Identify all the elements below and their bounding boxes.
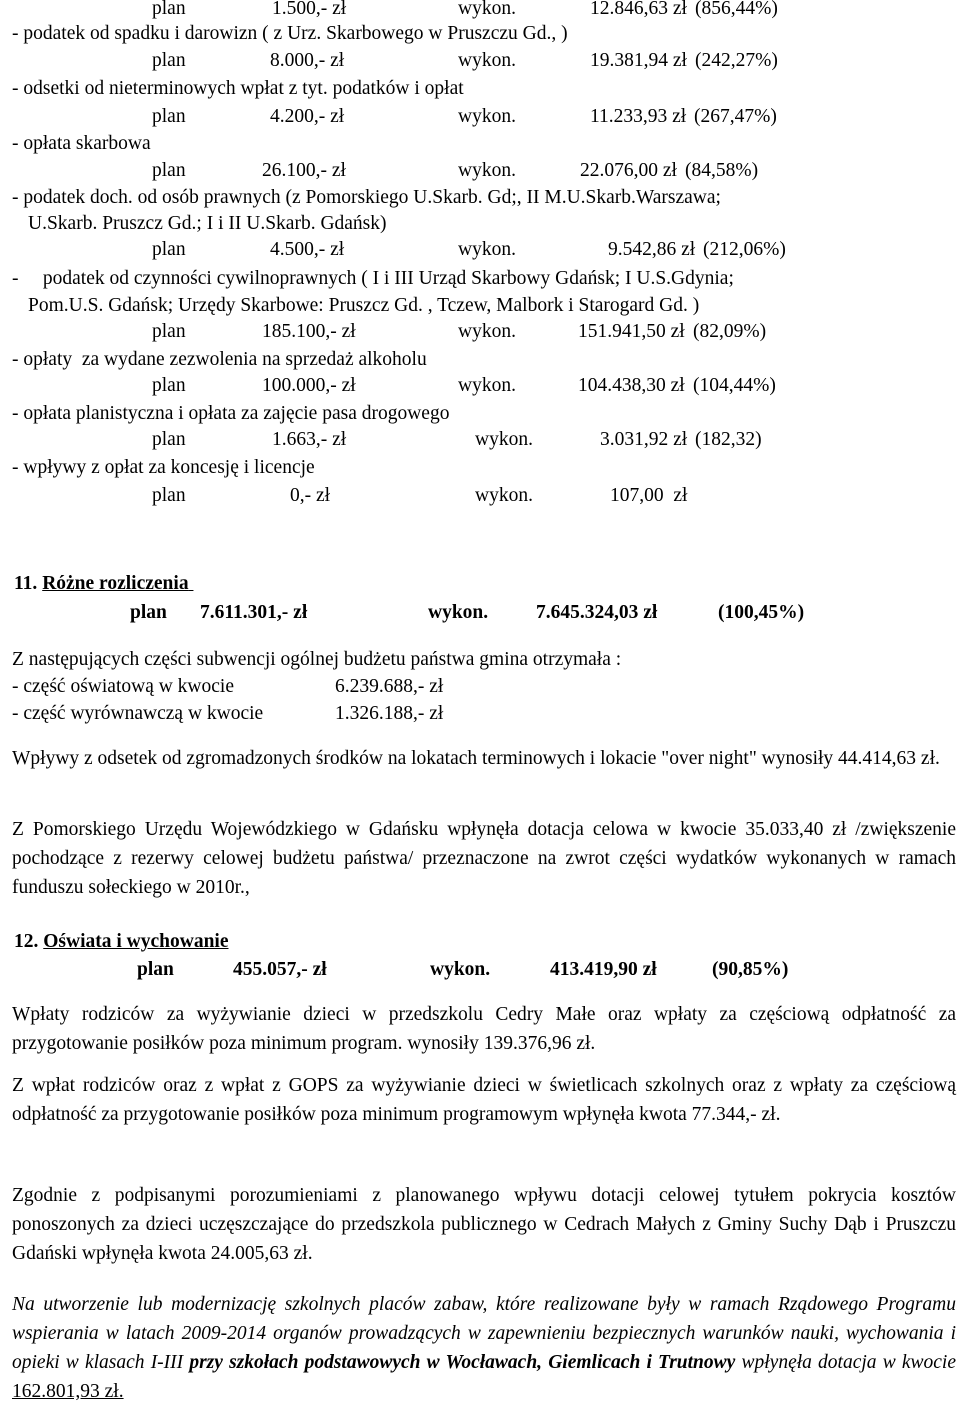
percentage: (84,58%) bbox=[685, 160, 759, 181]
item-description: - opłaty za wydane zezwolenia na sprzedaż alkoholu bbox=[12, 349, 427, 370]
exec-value: 413.419,90 zł bbox=[550, 959, 657, 980]
exec-value: 19.381,94 zł bbox=[590, 50, 687, 71]
plan-label: plan bbox=[152, 50, 186, 71]
exec-value: 3.031,92 zł bbox=[600, 429, 688, 450]
exec-label: wykon. bbox=[458, 50, 516, 71]
exec-label: wykon. bbox=[458, 321, 516, 342]
plan-value: 1.663,- zł bbox=[272, 429, 347, 450]
section-number: 12. bbox=[14, 931, 39, 952]
playgrounds-text-2: wpłynęła dotacja w kwocie bbox=[735, 1352, 956, 1373]
percentage: (267,47%) bbox=[694, 106, 777, 127]
percentage: (90,85%) bbox=[712, 959, 789, 980]
subsidy-intro: Z następujących części subwencji ogólnej budżetu państwa gmina otrzymała : bbox=[12, 649, 622, 670]
plan-value: 26.100,- zł bbox=[262, 160, 346, 181]
subsidy-value: 6.239.688,- zł bbox=[335, 676, 444, 697]
subsidy-label: - część oświatową w kwocie bbox=[12, 676, 234, 697]
gops-paragraph: Z wpłat rodziców oraz z wpłat z GOPS za wyżywianie dzieci w świetlicach szkolnych oraz z wpłaty za częściową odpłatność za przygotowanie posiłków poza minimum programowym wpłynęła kwota 77.344,- zł. bbox=[12, 1075, 956, 1125]
subsidy-value: 1.326.188,- zł bbox=[335, 703, 444, 724]
plan-label: plan bbox=[137, 959, 174, 980]
plan-label: plan bbox=[130, 602, 167, 623]
percentage: (82,09%) bbox=[693, 321, 767, 342]
percentage: (100,45%) bbox=[718, 602, 805, 623]
plan-label: plan bbox=[152, 0, 186, 19]
plan-label: plan bbox=[152, 429, 186, 450]
plan-label: plan bbox=[152, 485, 186, 506]
item-description: - podatek od spadku i darowizn ( z Urz. Skarbowego w Pruszczu Gd., ) bbox=[12, 23, 568, 44]
section-12-heading bbox=[14, 930, 229, 954]
exec-label: wykon. bbox=[458, 160, 516, 181]
plan-label: plan bbox=[152, 375, 186, 396]
playgrounds-text: Na utworzenie lub modernizację szkolnych placów zabaw, które realizowane były w ramach Rządowego Programu wspierania w latach 2009-2014 organów prowadzących w zapewnieniu bezpiecznych warunków nauki, wychowania i opieki w klasach I-III bbox=[12, 1294, 956, 1373]
parents-meals-paragraph: Wpłaty rodziców za wyżywianie dzieci w przedszkolu Cedry Małe oraz wpłaty za częściową odpłatność za przygotowanie posiłków poza minimum program. wynosiły 139.376,96 zł. bbox=[12, 1004, 956, 1054]
plan-label: plan bbox=[152, 321, 186, 342]
playgrounds-paragraph bbox=[12, 1290, 956, 1406]
section-number: 11. bbox=[14, 573, 38, 594]
plan-value: 185.100,- zł bbox=[262, 321, 356, 342]
dotation-paragraph: Z Pomorskiego Urzędu Wojewódzkiego w Gdańsku wpłynęła dotacja celowa w kwocie 35.033,40 zł /zwiększenie pochodzące z rezerwy celowej budżetu państwa/ przeznaczone na zwrot części wydatków wykonanych w ramach funduszu sołeckiego w 2010r., bbox=[12, 819, 956, 898]
exec-label: wykon. bbox=[475, 429, 533, 450]
item-description: Pom.U.S. Gdańsk; Urzędy Skarbowe: Pruszcz Gd. , Tczew, Malbork i Starogard Gd. ) bbox=[28, 295, 700, 316]
exec-label: wykon. bbox=[458, 0, 516, 19]
exec-label: wykon. bbox=[430, 959, 491, 980]
exec-value: 9.542,86 zł bbox=[608, 239, 696, 260]
exec-label: wykon. bbox=[458, 106, 516, 127]
exec-label: wykon. bbox=[458, 239, 516, 260]
plan-label: plan bbox=[152, 239, 186, 260]
exec-value: 151.941,50 zł bbox=[578, 321, 685, 342]
plan-value: 7.611.301,- zł bbox=[200, 602, 308, 623]
item-description: - opłata skarbowa bbox=[12, 133, 151, 154]
exec-value: 12.846,63 zł bbox=[590, 0, 687, 19]
subsidy-label: - część wyrównawczą w kwocie bbox=[12, 703, 264, 724]
percentage: (104,44%) bbox=[693, 375, 776, 396]
exec-value: 22.076,00 zł bbox=[580, 160, 677, 181]
item-description: - podatek doch. od osób prawnych (z Pomorskiego U.Skarb. Gd;, II M.U.Skarb.Warszawa; bbox=[12, 187, 721, 208]
playgrounds-amount: 162.801,93 zł. bbox=[12, 1381, 124, 1402]
exec-value: 7.645.324,03 zł bbox=[536, 602, 658, 623]
exec-value: 107,00 zł bbox=[610, 485, 688, 506]
percentage: (212,06%) bbox=[703, 239, 786, 260]
exec-label: wykon. bbox=[475, 485, 533, 506]
plan-value: 4.500,- zł bbox=[270, 239, 345, 260]
exec-label: wykon. bbox=[458, 375, 516, 396]
item-description: - opłata planistyczna i opłata za zajęcie pasa drogowego bbox=[12, 403, 450, 424]
section-title: Oświata i wychowanie bbox=[43, 931, 229, 952]
item-description: - podatek od czynności cywilnoprawnych ( I i III Urząd Skarbowy Gdańsk; I U.S.Gdynia; bbox=[12, 268, 734, 289]
percentage: (182,32) bbox=[695, 429, 762, 450]
item-description: - wpływy z opłat za koncesję i licencje bbox=[12, 457, 315, 478]
item-description: - odsetki od nieterminowych wpłat z tyt. podatków i opłat bbox=[12, 78, 464, 99]
section-11-heading bbox=[14, 572, 193, 596]
plan-value: 100.000,- zł bbox=[262, 375, 356, 396]
agreements-paragraph: Zgodnie z podpisanymi porozumieniami z planowanego wpływu dotacji celowej tytułem pokrycia kosztów ponoszonych za dzieci uczęszczające do przedszkola publicznego w Cedrach Małych z Gminy Suchy Dąb i Pruszczu Gdański wpłynęła kwota 24.005,63 zł. bbox=[12, 1185, 956, 1264]
percentage: (242,27%) bbox=[695, 50, 778, 71]
plan-value: 8.000,- zł bbox=[270, 50, 345, 71]
item-description: U.Skarb. Pruszcz Gd.; I i II U.Skarb. Gdańsk) bbox=[28, 213, 387, 234]
interest-paragraph: Wpływy z odsetek od zgromadzonych środków na lokatach terminowych i lokacie "over night" wynosiły 44.414,63 zł. bbox=[12, 748, 940, 769]
percentage: (856,44%) bbox=[695, 0, 778, 19]
plan-value: 455.057,- zł bbox=[233, 959, 327, 980]
plan-value: 4.200,- zł bbox=[270, 106, 345, 127]
playgrounds-schools: przy szkołach podstawowych w Wocławach, Giemlicach i Trutnowy bbox=[189, 1352, 736, 1373]
plan-value: 1.500,- zł bbox=[272, 0, 347, 19]
exec-value: 11.233,93 zł bbox=[590, 106, 687, 127]
plan-label: plan bbox=[152, 160, 186, 181]
plan-label: plan bbox=[152, 106, 186, 127]
section-title: Różne rozliczenia bbox=[42, 573, 189, 594]
plan-value: 0,- zł bbox=[290, 485, 331, 506]
exec-value: 104.438,30 zł bbox=[578, 375, 685, 396]
exec-label: wykon. bbox=[428, 602, 489, 623]
